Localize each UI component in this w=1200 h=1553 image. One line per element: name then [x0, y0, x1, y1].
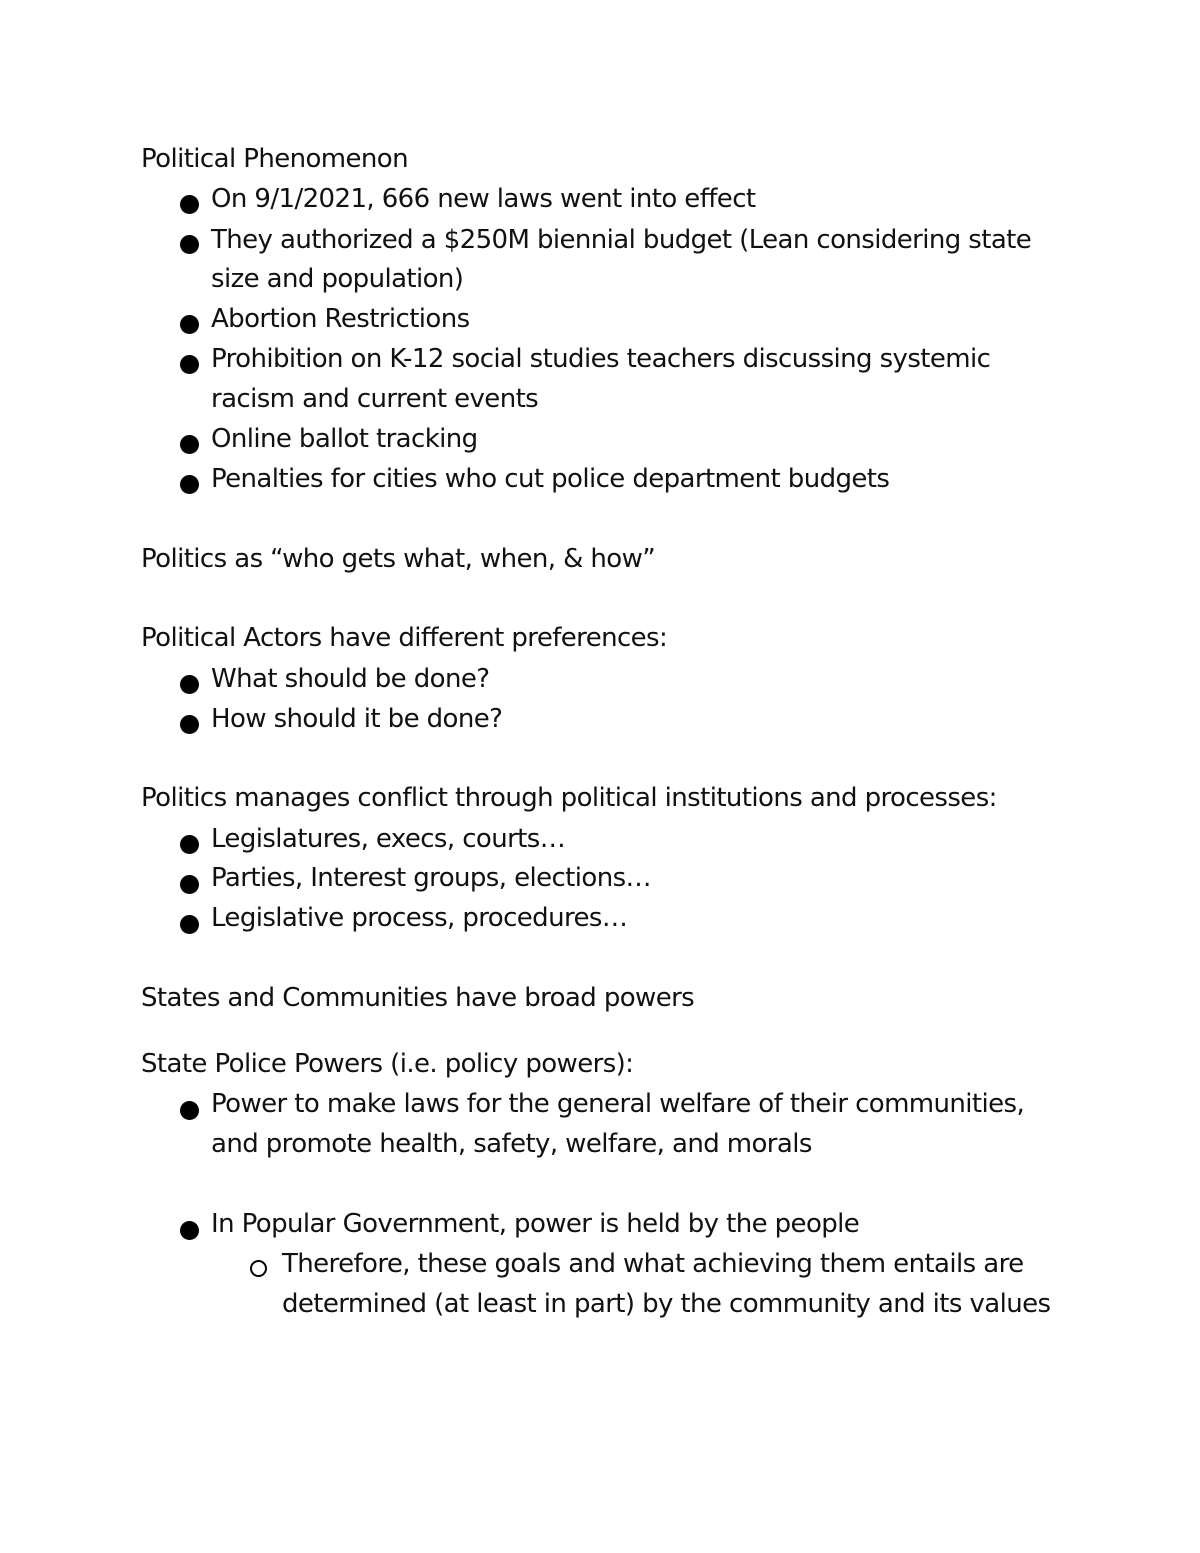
bullet-icon — [180, 715, 199, 734]
bullet-icon — [180, 355, 199, 374]
list-item-continuation: and promote health, safety, welfare, and morals — [211, 1129, 812, 1159]
list-item: What should be done? — [211, 664, 490, 694]
bullet-icon — [180, 675, 199, 694]
bullet-icon — [180, 1221, 199, 1240]
bullet-icon — [180, 835, 199, 854]
sub-list-item-continuation: determined (at least in part) by the community and its values — [282, 1289, 1051, 1319]
list-item: Legislative process, procedures… — [211, 903, 628, 933]
list-item: Penalties for cities who cut police department budgets — [211, 464, 890, 494]
list-item-continuation: size and population) — [211, 264, 464, 294]
bullet-icon — [180, 475, 199, 494]
list-item: They authorized a $250M biennial budget (Lean considering state — [211, 225, 1032, 255]
sub-list-item: Therefore, these goals and what achieving them entails are — [282, 1249, 1024, 1279]
heading-politics-manages-conflict: Politics manages conflict through political institutions and processes: — [141, 783, 997, 813]
heading-political-phenomenon: Political Phenomenon — [141, 144, 408, 174]
bullet-icon — [180, 1101, 199, 1120]
list-item-continuation: racism and current events — [211, 384, 539, 414]
list-item: On 9/1/2021, 666 new laws went into effect — [211, 184, 756, 214]
list-item: Online ballot tracking — [211, 424, 478, 454]
bullet-icon — [180, 235, 199, 254]
heading-political-actors: Political Actors have different preferences: — [141, 623, 668, 653]
list-item: Legislatures, execs, courts… — [211, 824, 566, 854]
list-item: Power to make laws for the general welfare of their communities, — [211, 1089, 1025, 1119]
bullet-icon — [180, 435, 199, 454]
heading-states-communities: States and Communities have broad powers — [141, 983, 695, 1013]
bullet-icon — [180, 915, 199, 934]
bullet-icon — [180, 195, 199, 214]
heading-state-police-powers: State Police Powers (i.e. policy powers): — [141, 1049, 634, 1079]
bullet-icon — [180, 315, 199, 334]
bullet-icon — [180, 875, 199, 894]
hollow-bullet-icon — [250, 1260, 267, 1277]
list-item: Prohibition on K-12 social studies teachers discussing systemic — [211, 344, 991, 374]
list-item: In Popular Government, power is held by the people — [211, 1209, 860, 1239]
list-item: Parties, Interest groups, elections… — [211, 863, 651, 893]
list-item: How should it be done? — [211, 704, 503, 734]
list-item: Abortion Restrictions — [211, 304, 470, 334]
heading-politics-definition: Politics as “who gets what, when, & how” — [141, 544, 656, 574]
